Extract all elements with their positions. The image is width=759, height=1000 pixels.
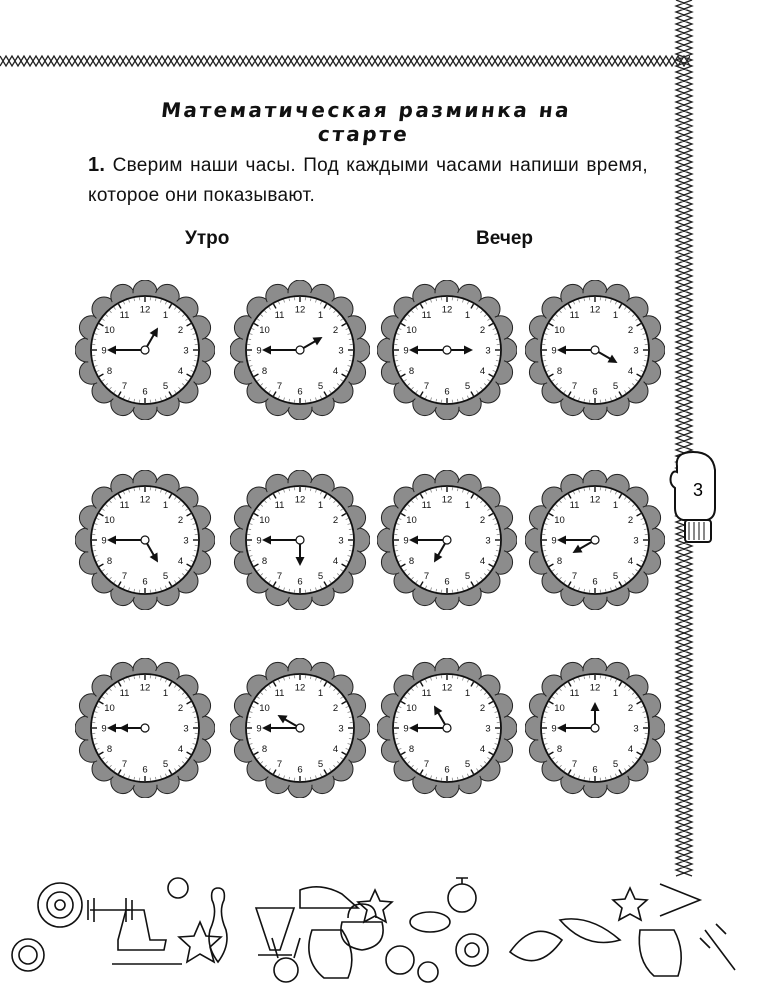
clock-number: 8 (261, 366, 268, 377)
skate-icon (112, 910, 182, 964)
clock-number: 1 (162, 499, 169, 511)
clock-number: 6 (444, 386, 450, 398)
clock-number: 6 (592, 764, 598, 776)
clock-number: 7 (276, 759, 283, 771)
clock-number: 8 (408, 366, 415, 377)
ski-icon (560, 919, 620, 943)
clock-number: 12 (294, 682, 306, 694)
target-icon (38, 883, 82, 927)
clock-number: 1 (464, 687, 471, 699)
clock-number: 11 (119, 309, 130, 321)
clock-number: 3 (485, 345, 491, 357)
wheel-icon (456, 934, 488, 966)
clock-number: 5 (464, 759, 471, 771)
clock-number: 6 (142, 764, 148, 776)
clock-number: 8 (261, 744, 268, 755)
clock-number: 11 (274, 309, 285, 321)
clock-number: 11 (421, 309, 432, 321)
clock-number: 9 (551, 345, 557, 357)
clock-number: 4 (627, 556, 634, 567)
clock-number: 10 (406, 703, 417, 714)
clock-number: 5 (612, 759, 619, 771)
clock-number: 10 (406, 515, 417, 526)
clock-number: 7 (121, 759, 128, 771)
clock-number: 12 (294, 494, 306, 506)
clock-number: 12 (139, 682, 151, 694)
clock-number: 11 (119, 687, 130, 699)
clock-number: 2 (332, 325, 339, 336)
clock-number: 7 (571, 571, 578, 583)
clock-number: 1 (464, 309, 471, 321)
clock-number: 7 (423, 759, 430, 771)
clock-number: 11 (569, 499, 580, 511)
clock-number: 7 (121, 571, 128, 583)
clock-number: 9 (256, 535, 262, 547)
top-zigzag-border (0, 52, 690, 72)
task-1 (88, 150, 648, 211)
glove-icon (639, 930, 681, 976)
boxing-glove-icon (309, 930, 352, 978)
sports-doodle-border (0, 860, 759, 1000)
clock-number: 1 (612, 687, 619, 699)
clock-number: 12 (441, 682, 453, 694)
clock-number: 8 (261, 556, 268, 567)
clock-number: 3 (485, 723, 491, 735)
clock-number: 10 (104, 703, 115, 714)
clock-face (377, 470, 517, 610)
clock-number: 1 (317, 309, 324, 321)
star-icon-3 (613, 888, 647, 920)
clock-number: 4 (332, 366, 339, 377)
clock-number: 9 (403, 535, 409, 547)
clock-face (75, 470, 215, 610)
clock-face (230, 280, 370, 420)
clock-number: 8 (106, 744, 113, 755)
clock-number: 5 (612, 571, 619, 583)
clock-number: 4 (177, 556, 184, 567)
clock-number: 11 (421, 499, 432, 511)
clock-number: 8 (556, 366, 563, 377)
clock-number: 3 (183, 535, 189, 547)
frisbee-icon (12, 939, 44, 971)
evening-label: Вечер (476, 228, 534, 249)
clock-number: 12 (589, 494, 601, 506)
sneaker-icon (300, 887, 358, 908)
clock-number: 1 (162, 309, 169, 321)
bowling-pin-icon (209, 888, 227, 962)
clock-number: 3 (338, 535, 344, 547)
clock-number: 3 (633, 535, 639, 547)
clock-number: 3 (338, 345, 344, 357)
clock-face (75, 280, 215, 420)
clock-number: 4 (177, 366, 184, 377)
medal-icon (274, 958, 298, 982)
clock-number: 2 (177, 515, 184, 526)
clock-number: 2 (332, 515, 339, 526)
clock-number: 10 (104, 515, 115, 526)
clock-number: 12 (139, 494, 151, 506)
clock-number: 7 (571, 759, 578, 771)
clock-number: 3 (633, 723, 639, 735)
rugby-ball-icon (510, 931, 562, 960)
clock-number: 4 (479, 556, 486, 567)
dart-icon (700, 924, 735, 970)
clock-number: 5 (162, 759, 169, 771)
clock-number: 5 (162, 381, 169, 393)
clock-number: 1 (464, 499, 471, 511)
mitten-page-badge (665, 448, 725, 548)
clock-number: 11 (569, 309, 580, 321)
clock-number: 9 (551, 535, 557, 547)
clock-number: 3 (183, 345, 189, 357)
tennis-ball-icon (418, 962, 438, 982)
clock-number: 3 (183, 723, 189, 735)
clock-number: 7 (571, 381, 578, 393)
clock-number: 12 (589, 682, 601, 694)
clock-number: 2 (332, 703, 339, 714)
clock-number: 4 (332, 744, 339, 755)
clock-number: 3 (633, 345, 639, 357)
clock-number: 3 (485, 535, 491, 547)
clock-number: 4 (332, 556, 339, 567)
clock-number: 11 (274, 687, 285, 699)
clock-number: 9 (101, 345, 107, 357)
clock-number: 6 (142, 386, 148, 398)
clock-number: 10 (554, 515, 565, 526)
clock-number: 5 (317, 759, 324, 771)
clock-number: 4 (479, 744, 486, 755)
clock-number: 2 (479, 515, 486, 526)
clock-number: 10 (259, 515, 270, 526)
clock-number: 9 (101, 723, 107, 735)
clock-number: 2 (627, 703, 634, 714)
flag-icon (660, 884, 700, 916)
clock-number: 7 (276, 571, 283, 583)
page-title: Математическая разминка на старте (160, 98, 573, 146)
clock-number: 2 (627, 325, 634, 336)
clock-number: 7 (423, 381, 430, 393)
clock-number: 9 (403, 723, 409, 735)
clock-number: 1 (162, 687, 169, 699)
clock-number: 8 (106, 556, 113, 567)
clock-number: 10 (406, 325, 417, 336)
clock-number: 7 (276, 381, 283, 393)
clock-number: 1 (317, 499, 324, 511)
clock-number: 4 (479, 366, 486, 377)
clock-number: 6 (444, 576, 450, 588)
clock-number: 6 (297, 576, 303, 588)
clock-number: 8 (408, 556, 415, 567)
clock-number: 12 (441, 494, 453, 506)
right-zigzag-border (670, 0, 698, 880)
clock-number: 8 (408, 744, 415, 755)
clock-face (230, 658, 370, 798)
clock-number: 4 (627, 366, 634, 377)
star-icon-2 (358, 890, 392, 922)
puck-icon (410, 912, 450, 932)
clock-number: 7 (423, 571, 430, 583)
clock-number: 12 (589, 304, 601, 316)
page-number: 3 (692, 480, 704, 500)
clock-number: 8 (556, 744, 563, 755)
clock-number: 9 (551, 723, 557, 735)
clock-number: 9 (256, 345, 262, 357)
clock-number: 10 (259, 325, 270, 336)
clock-number: 2 (627, 515, 634, 526)
stopwatch-icon (448, 884, 476, 912)
clock-number: 2 (177, 325, 184, 336)
clock-number: 4 (177, 744, 184, 755)
clock-number: 10 (554, 325, 565, 336)
clock-number: 5 (317, 571, 324, 583)
clock-number: 5 (464, 571, 471, 583)
clock-number: 9 (256, 723, 262, 735)
coin-icon (386, 946, 414, 974)
clock-face (230, 470, 370, 610)
clock-number: 6 (444, 764, 450, 776)
morning-label: Утро (185, 228, 230, 249)
clock-number: 7 (121, 381, 128, 393)
clock-number: 12 (139, 304, 151, 316)
clock-number: 12 (441, 304, 453, 316)
clock-number: 4 (627, 744, 634, 755)
clock-face (525, 470, 665, 610)
clock-number: 11 (569, 687, 580, 699)
clock-face (377, 658, 517, 798)
clock-face (377, 280, 517, 420)
clock-number: 3 (338, 723, 344, 735)
clock-number: 1 (317, 687, 324, 699)
clock-number: 2 (479, 325, 486, 336)
clock-number: 5 (162, 571, 169, 583)
clock-number: 12 (294, 304, 306, 316)
clock-number: 5 (612, 381, 619, 393)
clock-number: 11 (119, 499, 130, 511)
clock-number: 5 (317, 381, 324, 393)
clock-number: 8 (556, 556, 563, 567)
clock-number: 6 (297, 386, 303, 398)
clock-number: 2 (177, 703, 184, 714)
clock-number: 10 (259, 703, 270, 714)
clock-number: 10 (104, 325, 115, 336)
clock-number: 5 (464, 381, 471, 393)
clock-face (525, 658, 665, 798)
clock-number: 1 (612, 499, 619, 511)
task-number: 1. (88, 154, 106, 176)
clock-number: 6 (592, 386, 598, 398)
clock-number: 11 (421, 687, 432, 699)
clock-number: 10 (554, 703, 565, 714)
clock-face (525, 280, 665, 420)
clock-number: 1 (612, 309, 619, 321)
ball-icon (168, 878, 188, 898)
clock-number: 6 (592, 576, 598, 588)
clock-number: 2 (479, 703, 486, 714)
kettlebell-icon (341, 904, 383, 950)
clock-face (75, 658, 215, 798)
clock-number: 9 (101, 535, 107, 547)
clock-number: 11 (274, 499, 285, 511)
clock-number: 9 (403, 345, 409, 357)
task-text: Сверим наши часы. Под каждыми часами напиши время, которое они показывают. (88, 155, 648, 206)
clock-number: 6 (297, 764, 303, 776)
clock-number: 8 (106, 366, 113, 377)
clock-number: 6 (142, 576, 148, 588)
